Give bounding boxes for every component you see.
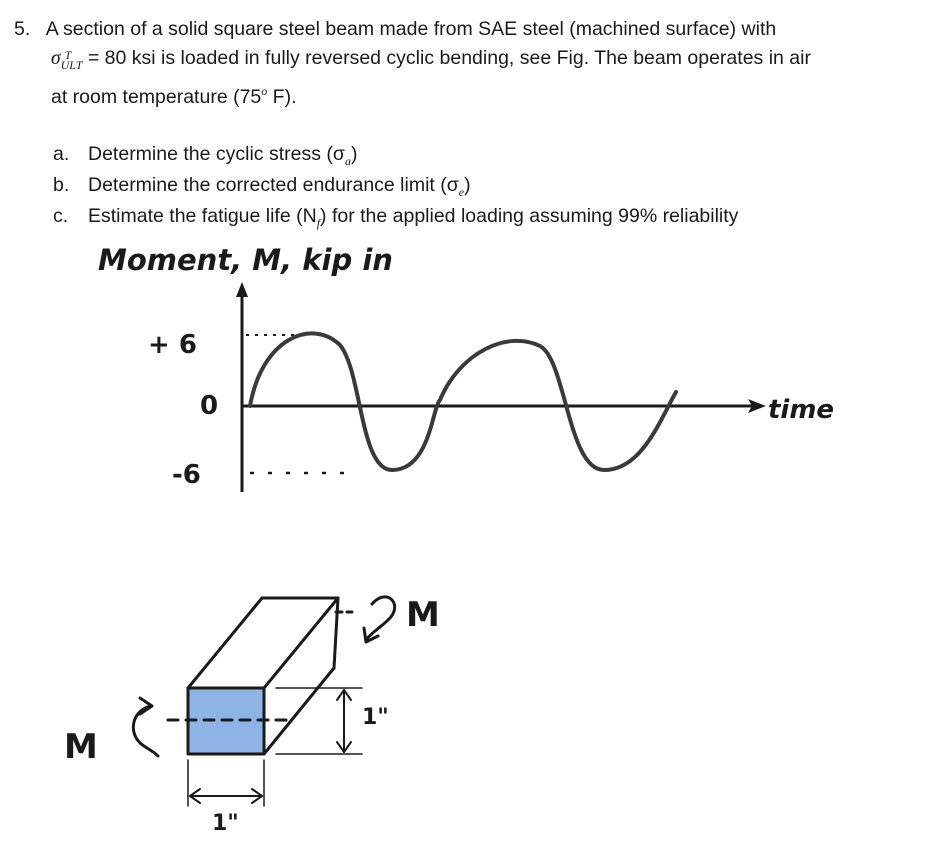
tick-label-zero: 0: [200, 391, 219, 421]
list-marker: c.: [53, 205, 69, 227]
list-marker: b.: [53, 174, 70, 196]
list-tail: ): [464, 174, 471, 196]
y-axis-title: Moment, M, kip in: [98, 243, 393, 277]
moment-curve: [250, 333, 676, 470]
problem-statement-3b: F).: [267, 86, 297, 108]
problem-statement-3a: at room temperature (75: [51, 86, 262, 108]
list-text: Estimate the fatigue life (N: [88, 205, 317, 227]
x-axis-label: time: [768, 395, 835, 425]
sigma-superscript: T: [64, 48, 72, 62]
beam-edge-top-left: [188, 598, 262, 688]
dim-width-label: 1": [212, 811, 239, 836]
beam-edge-bottom-right: [264, 668, 334, 754]
list-tail: ): [350, 143, 358, 165]
sigma-subscript-text: ULT: [60, 58, 83, 72]
degree-superscript: o: [261, 84, 268, 98]
beam-drawing: [133, 597, 394, 806]
moment-chart: [98, 243, 834, 492]
tick-label-top: + 6: [148, 330, 197, 360]
list-marker: a.: [53, 143, 70, 165]
list-tail: ) for the applied loading assuming 99% reliability: [320, 205, 739, 227]
list-subscript: a: [344, 154, 351, 168]
moment-arrow-right: [366, 597, 395, 640]
beam-edge-back-right: [334, 598, 338, 668]
list-subscript: f: [316, 216, 321, 230]
sigma-symbol: σ: [51, 48, 61, 69]
y-axis-arrowhead: [236, 282, 248, 297]
problem-statement-1: A section of a solid square steel beam made from SAE steel (machined surface) with: [45, 18, 777, 40]
list-text: Determine the corrected endurance limit (σ: [88, 174, 459, 196]
problem-statement-2: = 80 ksi is loaded in fully reversed cyclic bending, see Fig. The beam operates in air: [82, 47, 811, 69]
problem-number: 5.: [14, 18, 31, 40]
list-subscript: e: [458, 185, 465, 199]
tick-label-bottom: -6: [172, 460, 201, 490]
moment-label-right: M: [406, 595, 440, 635]
list-text: Determine the cyclic stress (σ: [88, 143, 345, 165]
moment-arrow-left: [133, 706, 158, 756]
moment-label-left: M: [64, 727, 98, 767]
dim-height-label: 1": [362, 705, 389, 730]
